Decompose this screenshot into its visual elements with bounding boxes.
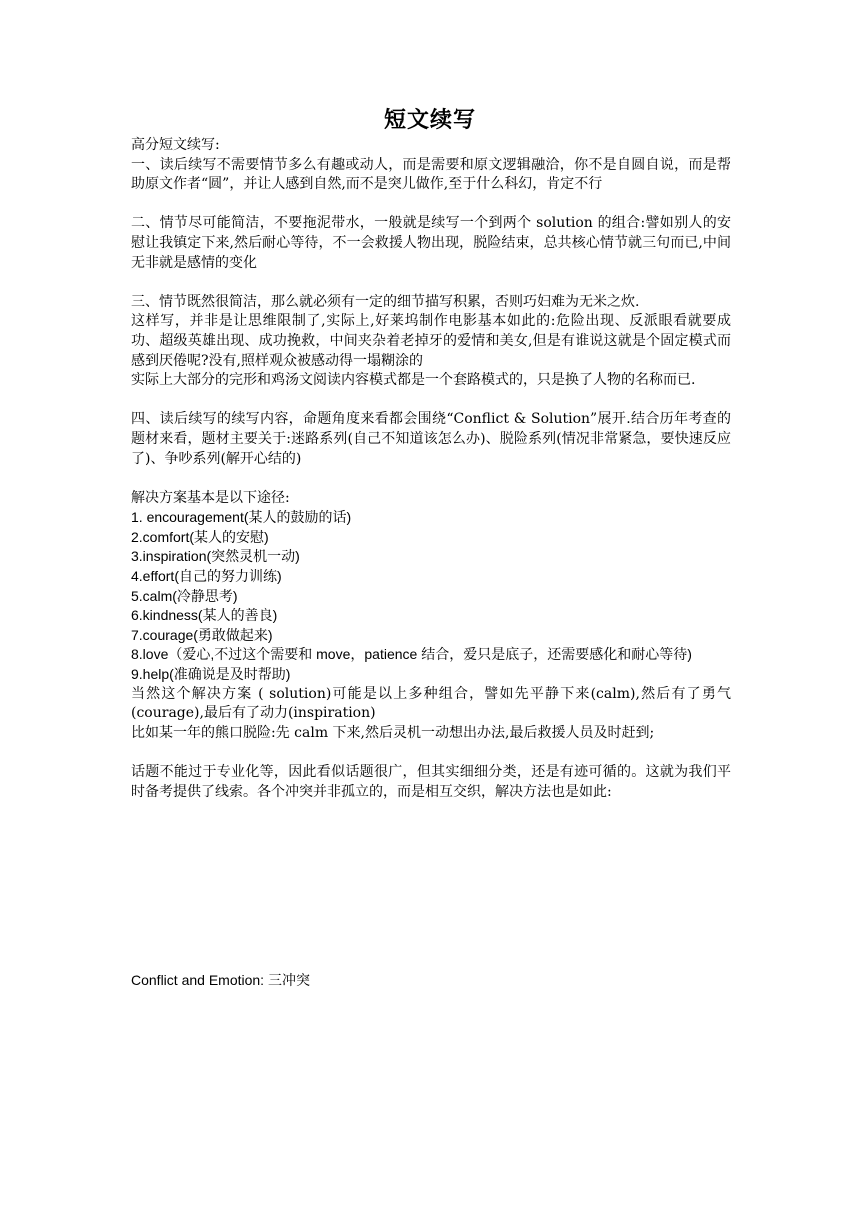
- list-intro: 解决方案基本是以下途径:: [131, 489, 290, 506]
- intro-line: 高分短文续写:: [131, 137, 220, 153]
- paragraph-3b: 这样写，并非是让思维限制了,实际上,好莱坞制作电影基本如此的:危险出现、反派眼看就要成功、超级英雄出现、成功挽救，中间夹杂着老掉牙的爱情和美女,但是有谁说这就是个固定模式而感到厌倦呢?没有,照样观众被感动得一塌糊涂的: [131, 313, 731, 369]
- paragraph-3c: 实际上大部分的完形和鸡汤文阅读内容模式都是一个套路模式的，只是换了人物的名称而已.: [131, 372, 696, 389]
- list-item: 7.courage(勇敢做起来): [131, 626, 273, 643]
- list-item: 2.comfort(某人的安慰): [131, 528, 269, 545]
- paragraph-5: 当然这个解决方案 ( solution)可能是以上多种组合，譬如先平静下来(calm),然后有了勇气(courage),最后有了动力(inspiration): [131, 685, 731, 722]
- paragraph-1: 一、读后续写不需要情节多么有趣或动人，而是需要和原文逻辑融洽，你不是自圆自说，而是帮助原文作者“圆”，并让人感到自然,而不是突儿做作,至于什么科幻，肯定不行: [131, 156, 731, 193]
- paragraph-4: 四、读后续写的续写内容，命题角度来看都会围绕“Conflict & Solution”展开.结合历年考查的题材来看，题材主要关于:迷路系列(自己不知道该怎么办)、脱险系列(情况非常紧急，要快速反应了)、争吵系列(解开心结的): [131, 411, 731, 467]
- list-item: 6.kindness(某人的善良): [131, 607, 278, 624]
- paragraph-2: 二、情节尽可能简洁，不要拖泥带水，一般就是续写一个到两个 solution 的组合:譬如别人的安慰让我镇定下来,然后耐心等待，不一会救援人物出现，脱险结束，总共核心情节就三句而已,中间无非就是感情的变化: [131, 215, 731, 271]
- page-title: 短文续写: [383, 107, 476, 133]
- list-item: 3.inspiration(突然灵机一动): [131, 548, 300, 565]
- list-item: 5.calm(冷静思考): [131, 587, 238, 604]
- footer-heading: Conflict and Emotion: 三冲突: [131, 972, 310, 988]
- list-item: 8.love（爱心,不过这个需要和 move，patience 结合，爱只是底子，还需要感化和耐心等待): [131, 646, 692, 663]
- document-body: [131, 136, 731, 802]
- list-item: 4.effort(自己的努力训练): [131, 568, 282, 585]
- list-item: 9.help(准确说是及时帮助): [131, 666, 291, 683]
- paragraph-7: 话题不能过于专业化等，因此看似话题很广，但其实细细分类，还是有迹可循的。这就为我们平时备考提供了线索。各个冲突并非孤立的，而是相互交织，解决方法也是如此:: [131, 764, 731, 800]
- paragraph-6: 比如某一年的熊口脱险:先 calm 下来,然后灵机一动想出办法,最后救援人员及时赶到;: [131, 724, 655, 741]
- paragraph-3a: 三、情节既然很简洁，那么就必须有一定的细节描写积累，否则巧妇难为无米之炊.: [131, 293, 640, 310]
- list-item: 1. encouragement(某人的鼓励的话): [131, 509, 352, 526]
